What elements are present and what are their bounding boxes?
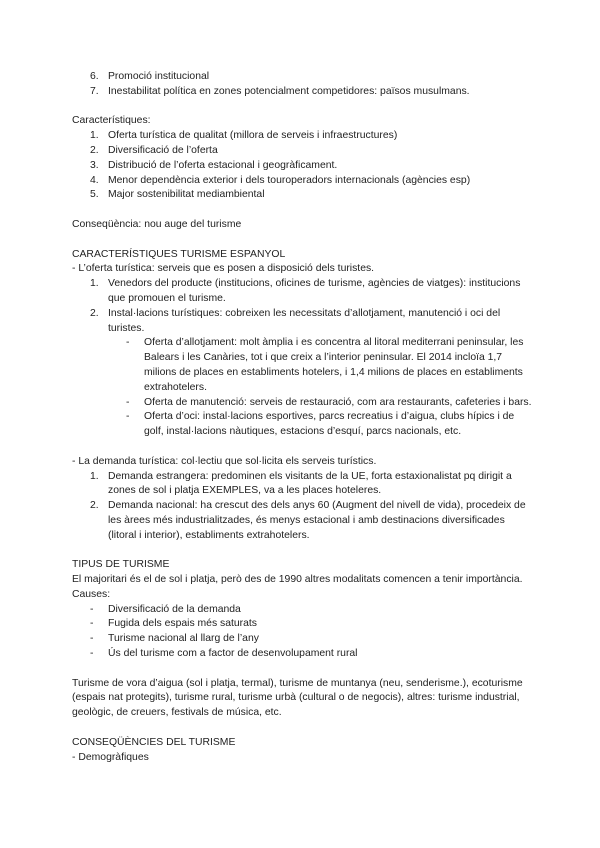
- list-item: [72, 632, 532, 647]
- section-heading-consequencies: CONSEQÜÈNCIES DEL TURISME: [72, 736, 236, 748]
- sub-list-item: [72, 396, 532, 411]
- dash-marker: -: [126, 396, 130, 408]
- numbered-list-top: [72, 70, 532, 100]
- list-text: Instal·lacions turístiques: cobreixen les necessitats d’allotjament, manutenció i oci del turistes.: [108, 307, 501, 334]
- dash-marker: -: [90, 633, 94, 645]
- list-item: [72, 277, 532, 307]
- list-text: Major sostenibilitat mediambiental: [108, 189, 265, 201]
- list-text: Demanda estrangera: predominen els visitants de la UE, forta estaxionalistat pq dirigit a zones de sol i platja EXEMPLES, va a les places hoteleres.: [108, 470, 512, 497]
- list-text: Diversificació de la demanda: [108, 603, 241, 615]
- demanda-intro: - La demanda turística: col·lectiu que sol·licita els serveis turístics.: [72, 455, 377, 467]
- list-text: Demanda nacional: ha crescut des dels anys 60 (Augment del nivell de vida), procedeix de les àrees més industrialitzades, és menys estacional i amb destinacions diversificades (litoral i interior), establiments extrahotelers.: [108, 500, 526, 541]
- list-number: 1.: [90, 130, 99, 142]
- list-text: Oferta turística de qualitat (millora de serveis i infraestructures): [108, 130, 398, 142]
- dash-marker: -: [126, 411, 130, 423]
- list-text: Menor dependència exterior i dels touroperadors internacionals (agències esp): [108, 174, 471, 186]
- demanda-list: [72, 470, 532, 544]
- tipus-paragraph: Turisme de vora d’aigua (sol i platja, termal), turisme de muntanya (neu, senderisme.), ecoturisme (espais nat protegits), turisme rural, turisme urbà (cultural o de negocis), altres: turisme industrial, geològic, de creuers, festivals de música, etc.: [72, 677, 523, 719]
- list-number: 5.: [90, 189, 99, 201]
- caracteristiques-list: [72, 129, 532, 203]
- caracteristiques-heading: Característiques:: [72, 115, 151, 127]
- oferta-intro: - L’oferta turística: serveis que es posen a disposició dels turistes.: [72, 263, 375, 275]
- document-page: [72, 70, 532, 765]
- list-number: 1.: [90, 278, 99, 290]
- sub-list-item: [72, 336, 532, 395]
- list-text: Oferta d’oci: instal·lacions esportives, parcs recreatius i d’aigua, clubs hípics i de golf, instal·lacions nàutiques, estacions d’esquí, parcs nacionals, etc.: [144, 411, 515, 438]
- list-number: 2.: [90, 307, 99, 319]
- list-number: 4.: [90, 174, 99, 186]
- list-text: Turisme nacional al llarg de l’any: [108, 633, 259, 645]
- list-item: [72, 85, 532, 100]
- consequencies-first: - Demogràfiques: [72, 751, 149, 763]
- list-text: Diversificació de l’oferta: [108, 144, 218, 156]
- list-text: Venedors del producte (institucions, oficines de turisme, agències de viatges): institucions que promouen el turisme.: [108, 278, 521, 304]
- list-number: 2.: [90, 500, 99, 512]
- list-item: [72, 603, 532, 618]
- dash-marker: -: [90, 618, 94, 630]
- oferta-sub-list: [72, 336, 532, 440]
- list-number: 3.: [90, 159, 99, 171]
- sub-list-item: [72, 410, 532, 440]
- list-number: 6.: [90, 71, 99, 82]
- list-item: [72, 617, 532, 632]
- list-item: [72, 129, 532, 144]
- list-item: [72, 188, 532, 203]
- list-item: [72, 144, 532, 159]
- section-heading-tipus: TIPUS DE TURISME: [72, 559, 170, 571]
- list-text: Distribució de l’oferta estacional i geogràficament.: [108, 159, 338, 171]
- list-item: [72, 159, 532, 174]
- dash-marker: -: [90, 603, 94, 615]
- list-text: Inestabilitat política en zones potencialment competidores: països musulmans.: [108, 85, 470, 97]
- list-number: 7.: [90, 85, 99, 97]
- list-number: 2.: [90, 144, 99, 156]
- list-text: Fugida dels espais més saturats: [108, 618, 258, 630]
- tipus-intro: El majoritari és el de sol i platja, però des de 1990 altres modalitats comencen a tenir importància. Causes:: [72, 574, 523, 600]
- list-item: [72, 470, 532, 500]
- section-heading-turisme-espanyol: CARACTERÍSTIQUES TURISME ESPANYOL: [72, 248, 286, 260]
- dash-marker: -: [126, 337, 130, 349]
- list-number: 1.: [90, 470, 99, 482]
- list-item: [72, 499, 532, 543]
- list-item: [72, 70, 532, 85]
- oferta-list: [72, 277, 532, 336]
- list-text: Ús del turisme com a factor de desenvolupament rural: [108, 648, 358, 660]
- dash-marker: -: [90, 648, 94, 660]
- list-item: [72, 647, 532, 662]
- causes-list: [72, 603, 532, 662]
- list-text: Oferta d’allotjament: molt àmplia i es concentra al litoral mediterrani peninsular, les Balears i les Canàries, tot i que creix a l’interior peninsular. El 2014 incloïa 1,7 milions de places en establiments hotelers, i 1,4 milions de places en establiments extrahotelers.: [144, 337, 524, 393]
- list-item: [72, 174, 532, 189]
- consequencia-line: Conseqüència: nou auge del turisme: [72, 218, 242, 230]
- list-text: Oferta de manutenció: serveis de restauració, com ara restaurants, cafeteries i bars.: [144, 396, 532, 408]
- list-item: [72, 307, 532, 337]
- list-text: Promoció institucional: [108, 71, 210, 82]
